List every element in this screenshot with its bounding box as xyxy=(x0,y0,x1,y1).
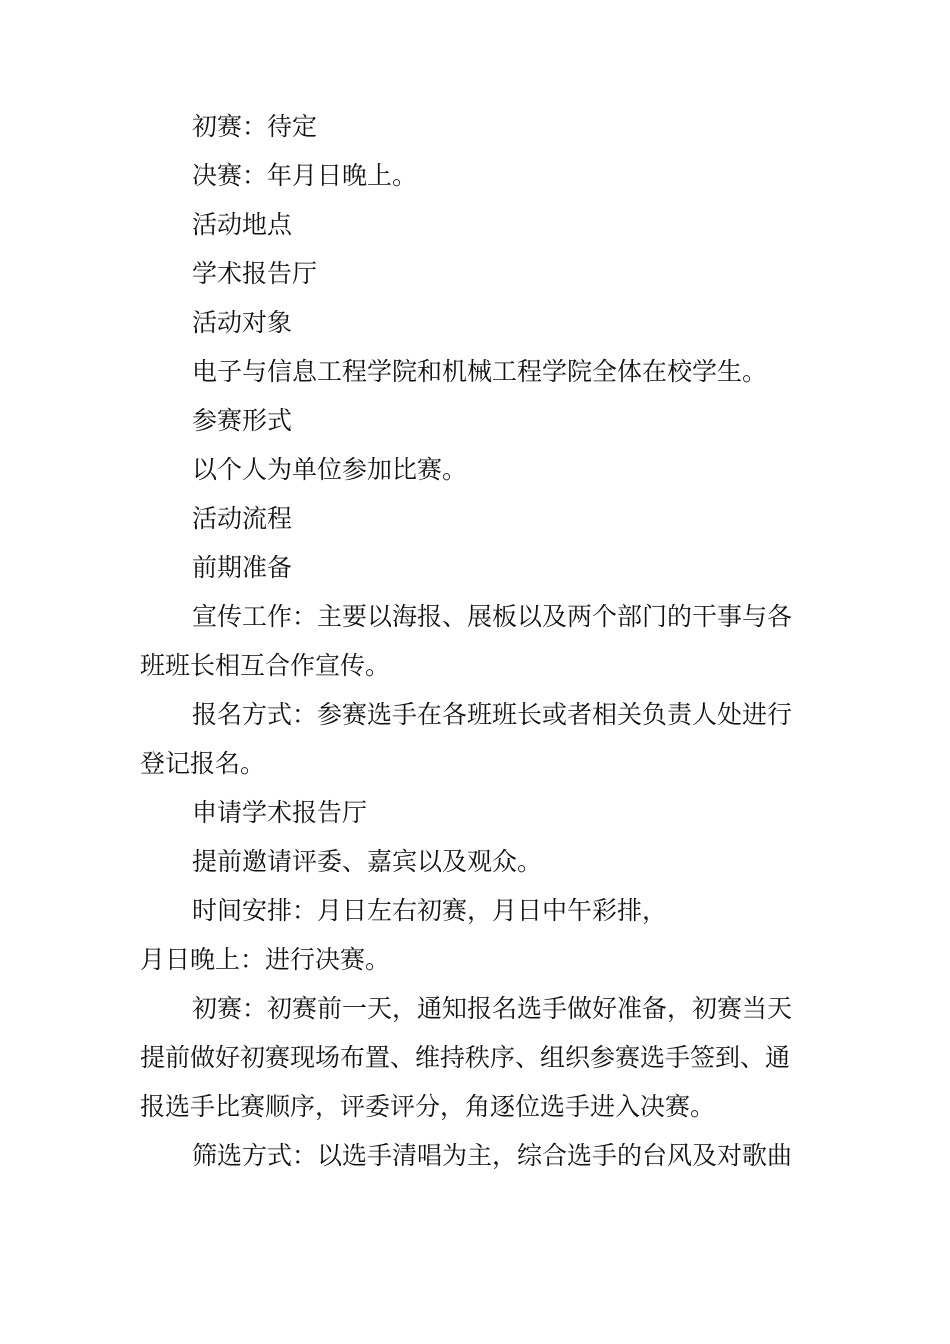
text-line: 月日晚上：进行决赛。 xyxy=(140,945,391,974)
section-heading: 活动对象 xyxy=(192,308,293,337)
text-line: 班班长相互合作宣传。 xyxy=(140,651,391,680)
text-line: 以个人为单位参加比赛。 xyxy=(192,455,468,484)
document-body xyxy=(140,102,812,1180)
text-line: 决赛：年月日晚上。 xyxy=(192,161,418,190)
section-heading: 活动地点 xyxy=(192,210,293,239)
text-line: 提前邀请评委、嘉宾以及观众。 xyxy=(192,847,543,876)
text-line: 初赛：初赛前一天，通知报名选手做好准备，初赛当天 xyxy=(192,994,793,1023)
text-line: 电子与信息工程学院和机械工程学院全体在校学生。 xyxy=(192,357,768,386)
text-line: 提前做好初赛现场布置、维持秩序、组织参赛选手签到、通 xyxy=(140,1043,791,1072)
text-line: 登记报名。 xyxy=(140,749,266,778)
text-line: 时间安排：月日左右初赛，月日中午彩排， xyxy=(192,896,668,925)
text-line: 宣传工作：主要以海报、展板以及两个部门的干事与各 xyxy=(192,602,793,631)
text-line: 学术报告厅 xyxy=(192,259,318,288)
text-line: 筛选方式：以选手清唱为主，综合选手的台风及对歌曲 xyxy=(192,1141,793,1170)
text-line: 报选手比赛顺序，评委评分，角逐位选手进入决赛。 xyxy=(140,1092,716,1121)
text-line: 报名方式：参赛选手在各班班长或者相关负责人处进行 xyxy=(192,700,793,729)
section-heading: 参赛形式 xyxy=(192,406,293,435)
text-line: 申请学术报告厅 xyxy=(192,798,368,827)
section-heading: 前期准备 xyxy=(192,553,293,582)
section-heading: 活动流程 xyxy=(192,504,293,533)
text-line: 初赛：待定 xyxy=(192,112,318,141)
